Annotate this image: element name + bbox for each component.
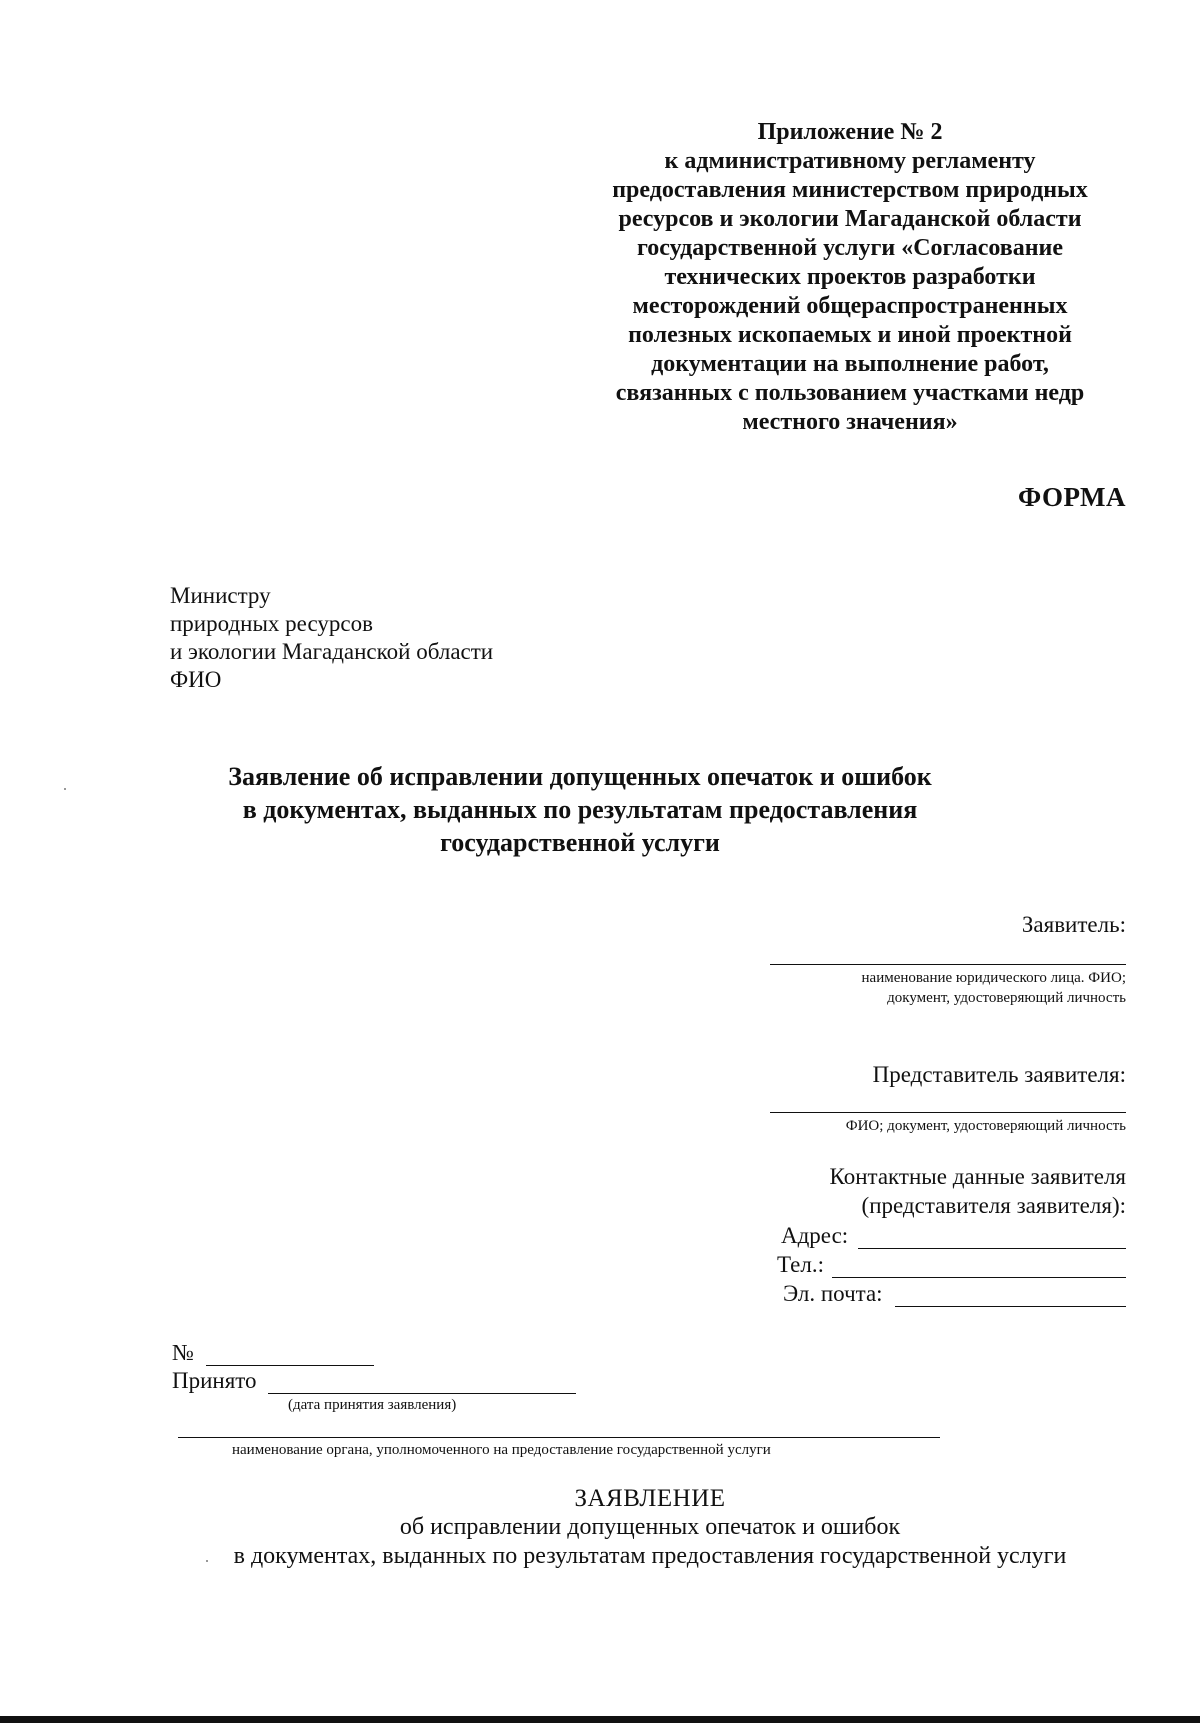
scan-edge-bar (0, 1716, 1200, 1723)
contact-heading (830, 1162, 1126, 1220)
applicant-label: Заявитель: (1021, 912, 1126, 937)
appendix-line: месторождений общераспространенных (632, 293, 1068, 319)
statement-block (200, 1484, 1100, 1571)
appendix-line: государственной услуги «Согласование (636, 235, 1064, 261)
applicant-field-line[interactable] (770, 964, 1126, 965)
addressee-line: и экологии Магаданской области (170, 639, 494, 664)
address-field-line[interactable] (858, 1248, 1126, 1249)
representative-label: Представитель заявителя: (872, 1062, 1126, 1087)
scan-speck (206, 1560, 208, 1562)
addressee-line: ФИО (170, 667, 222, 692)
number-field-line[interactable] (206, 1365, 374, 1366)
appendix-line: ресурсов и экологии Магаданской области (618, 206, 1082, 232)
appendix-line: к административному регламенту (664, 148, 1036, 174)
appendix-line: документации на выполнение работ, (651, 351, 1049, 377)
appendix-line: технических проектов разработки (664, 264, 1036, 290)
representative-field-line[interactable] (770, 1112, 1126, 1113)
email-field-line[interactable] (895, 1306, 1126, 1307)
addressee-line: Министру (170, 583, 271, 608)
statement-line: в документах, выданных по результатам предоставления государственной услуги (233, 1543, 1067, 1569)
appendix-header (600, 118, 1100, 437)
appendix-line: Приложение № 2 (757, 119, 943, 145)
email-label: Эл. почта: (783, 1281, 883, 1306)
phone-label: Тел.: (777, 1252, 824, 1277)
address-label: Адрес: (781, 1223, 849, 1248)
accepted-label: Принято (172, 1368, 257, 1393)
addressee-line: природных ресурсов (170, 611, 373, 636)
caption-line: наименование юридического лица. ФИО; (861, 970, 1126, 986)
form-label: ФОРМА (1018, 482, 1126, 512)
number-label: № (172, 1340, 194, 1365)
contact-heading-line: Контактные данные заявителя (829, 1164, 1126, 1189)
representative-caption: ФИО; документ, удостоверяющий личность (845, 1118, 1126, 1134)
accepted-date-line[interactable] (268, 1393, 576, 1394)
applicant-caption (862, 968, 1126, 1008)
statement-line: об исправлении допущенных опечаток и ошибок (399, 1514, 901, 1540)
title-line: в документах, выданных по результатам предоставления (242, 795, 918, 824)
contact-heading-line: (представителя заявителя): (861, 1193, 1126, 1218)
authority-field-line[interactable] (178, 1437, 940, 1438)
authority-caption: наименование органа, уполномоченного на предоставление государственной услуги (232, 1442, 771, 1458)
addressee-block (170, 582, 493, 694)
phone-field-line[interactable] (832, 1277, 1126, 1278)
scan-speck (64, 788, 66, 790)
date-caption: (дата принятия заявления) (288, 1397, 457, 1413)
caption-line: документ, удостоверяющий личность (887, 990, 1126, 1006)
appendix-line: местного значения» (742, 409, 958, 435)
title-line: государственной услуги (440, 828, 720, 857)
appendix-line: предоставления министерством природных (612, 177, 1088, 203)
appendix-line: полезных ископаемых и иной проектной (628, 322, 1072, 348)
title-line: Заявление об исправлении допущенных опечаток и ошибок (228, 762, 932, 791)
statement-heading: ЗАЯВЛЕНИЕ (574, 1485, 726, 1512)
document-title (200, 760, 960, 859)
appendix-line: связанных с пользованием участками недр (615, 380, 1085, 406)
